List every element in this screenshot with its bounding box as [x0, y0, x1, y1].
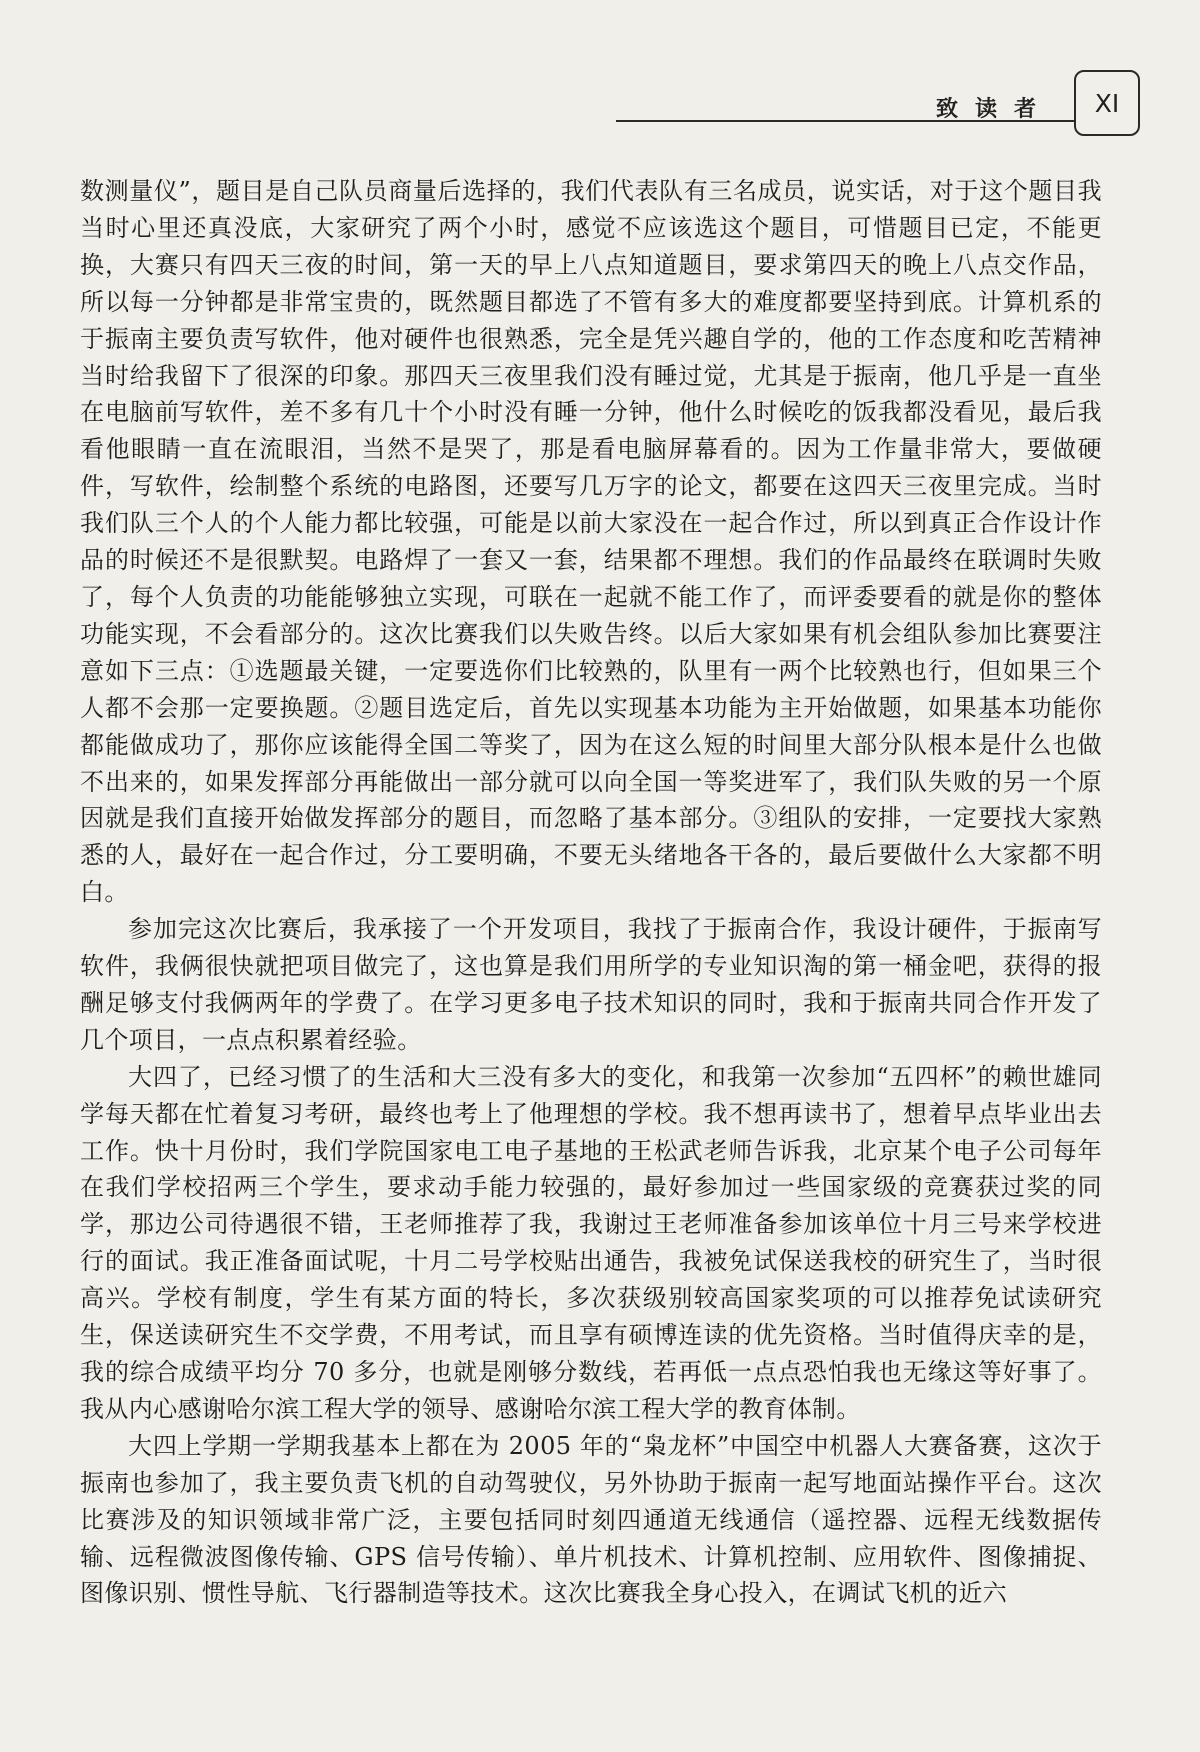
- running-head: 致读者: [936, 97, 1054, 122]
- body-text: [80, 173, 1102, 1612]
- page-number: XI: [1074, 70, 1140, 136]
- paragraph-4: 大四上学期一学期我基本上都在为 2005 年的“枭龙杯”中国空中机器人大赛备赛，这次于振南也参加了，我主要负责飞机的自动驾驶仪，另外协助于振南一起写地面站操作平台。这次比赛涉及的知识领域非常广泛，主要包括同时刻四通道无线通信（遥控器、远程无线数据传输、远程微波图像传输、GPS 信号传输）、单片机技术、计算机控制、应用软件、图像捕捉、图像识别、惯性导航、飞行器制造等技术。这次比赛我全身心投入，在调试飞机的近六: [80, 1431, 1102, 1608]
- paragraph-1: 数测量仪”，题目是自己队员商量后选择的，我们代表队有三名成员，说实话，对于这个题目我当时心里还真没底，大家研究了两个小时，感觉不应该选这个题目，可惜题目已定，不能更换，大赛只有四天三夜的时间，第一天的早上八点知道题目，要求第四天的晚上八点交作品，所以每一分钟都是非常宝贵的，既然题目都选了不管有多大的难度都要坚持到底。计算机系的于振南主要负责写软件，他对硬件也很熟悉，完全是凭兴趣自学的，他的工作态度和吃苦精神当时给我留下了很深的印象。那四天三夜里我们没有睡过觉，尤其是于振南，他几乎是一直坐在电脑前写软件，差不多有几十个小时没有睡一分钟，他什么时候吃的饭我都没看见，最后我看他眼睛一直在流眼泪，当然不是哭了，那是看电脑屏幕看的。因为工作量非常大，要做硬件，写软件，绘制整个系统的电路图，还要写几万字的论文，都要在这四天三夜里完成。当时我们队三个人的个人能力都比较强，可能是以前大家没在一起合作过，所以到真正合作设计作品的时候还不是很默契。电路焊了一套又一套，结果都不理想。我们的作品最终在联调时失败了，每个人负责的功能能够独立实现，可联在一起就不能工作了，而评委要看的就是你的整体功能实现，不会看部分的。这次比赛我们以失败告终。以后大家如果有机会组队参加比赛要注意如下三点：①选题最关键，一定要选你们比较熟的，队里有一两个比较熟也行，但如果三个人都不会那一定要换题。②题目选定后，首先以实现基本功能为主开始做题，如果基本功能你都能做成功了，那你应该能得全国二等奖了，因为在这么短的时间里大部分队根本是什么也做不出来的，如果发挥部分再能做出一部分就可以向全国一等奖进军了，我们队失败的另一个原因就是我们直接开始做发挥部分的题目，而忽略了基本部分。③组队的安排，一定要找大家熟悉的人，最好在一起合作过，分工要明确，不要无头绪地各干各的，最后要做什么大家都不明白。: [80, 177, 1102, 907]
- paragraph-3: 大四了，已经习惯了的生活和大三没有多大的变化，和我第一次参加“五四杯”的赖世雄同学每天都在忙着复习考研，最终也考上了他理想的学校。我不想再读书了，想着早点毕业出去工作。快十月份时，我们学院国家电工电子基地的王松武老师告诉我，北京某个电子公司每年在我们学校招两三个学生，要求动手能力较强的，最好参加过一些国家级的竞赛获过奖的同学，那边公司待遇很不错，王老师推荐了我，我谢过王老师准备参加该单位十月三号来学校进行的面试。我正准备面试呢，十月二号学校贴出通告，我被免试保送我校的研究生了，当时很高兴。学校有制度，学生有某方面的特长，多次获级别较高国家奖项的可以推荐免试读研究生，保送读研究生不交学费，不用考试，而且享有硕博连读的优先资格。当时值得庆幸的是，我的综合成绩平均分 70 多分，也就是刚够分数线，若再低一点点恐怕我也无缘这等好事了。我从内心感谢哈尔滨工程大学的领导、感谢哈尔滨工程大学的教育体制。: [80, 1062, 1102, 1423]
- paragraph-2: 参加完这次比赛后，我承接了一个开发项目，我找了于振南合作，我设计硬件，于振南写软件，我俩很快就把项目做完了，这也算是我们用所学的专业知识淘的第一桶金吧，获得的报酬足够支付我俩两年的学费了。在学习更多电子技术知识的同时，我和于振南共同合作开发了几个项目，一点点积累着经验。: [80, 915, 1102, 1054]
- page-header: [616, 70, 1141, 140]
